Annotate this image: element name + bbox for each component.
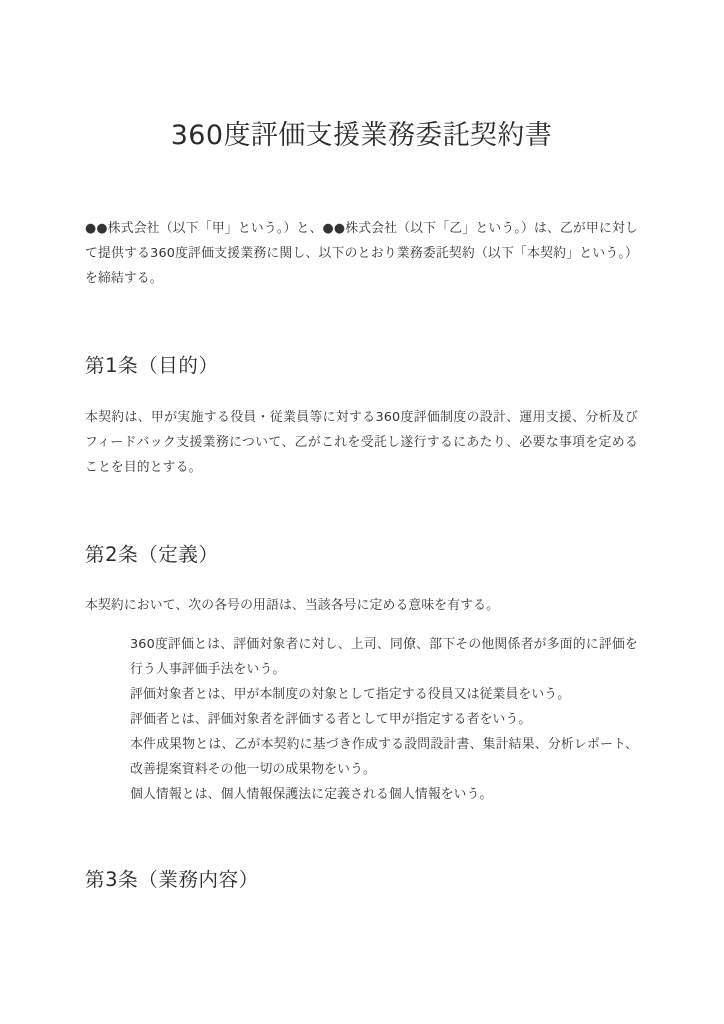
article-2 bbox=[85, 480, 638, 807]
definition-item: 評価対象者とは、甲が本制度の対象として指定する役員又は従業員をいう。 bbox=[130, 687, 571, 703]
article-3-heading: 第3条（業務内容） bbox=[85, 868, 259, 892]
intro-paragraph: ●●株式会社（以下「甲」という。）と、●●株式会社（以下「乙」という。）は、乙が甲に対して提供する360度評価支援業務に関し、以下のとおり業務委託契約（以下「本契約」という。）を締結する。 bbox=[85, 221, 638, 287]
article-1-body: 本契約は、甲が実施する役員・従業員等に対する360度評価制度の設計、運用支援、分析及びフィードバック支援業務について、乙がこれを受託し遂行するにあたり、必要な事項を定めることを目的とする。 bbox=[85, 409, 638, 475]
definition-item: 個人情報とは、個人情報保護法に定義される個人情報をいう。 bbox=[130, 787, 493, 803]
article-2-heading: 第2条（定義） bbox=[85, 542, 219, 566]
document-title: 360度評価支援業務委託契約書 bbox=[170, 120, 553, 151]
article-1 bbox=[85, 291, 638, 479]
definition-item: 評価者とは、評価対象者を評価する者として甲が指定する者をいう。 bbox=[130, 712, 532, 728]
article-1-heading: 第1条（目的） bbox=[85, 354, 219, 378]
definition-item: 本件成果物とは、乙が本契約に基づき作成する設問設計書、集計結果、分析レポート、改善提案資料その他一切の成果物をいう。 bbox=[130, 737, 638, 778]
article-2-body: 本契約において、次の各号の用語は、当該各号に定める意味を有する。 bbox=[85, 598, 500, 614]
article-3 bbox=[85, 807, 638, 892]
definition-item: 360度評価とは、評価対象者に対し、上司、同僚、部下その他関係者が多面的に評価を行う人事評価手法をいう。 bbox=[130, 637, 638, 678]
definition-list bbox=[85, 618, 638, 807]
